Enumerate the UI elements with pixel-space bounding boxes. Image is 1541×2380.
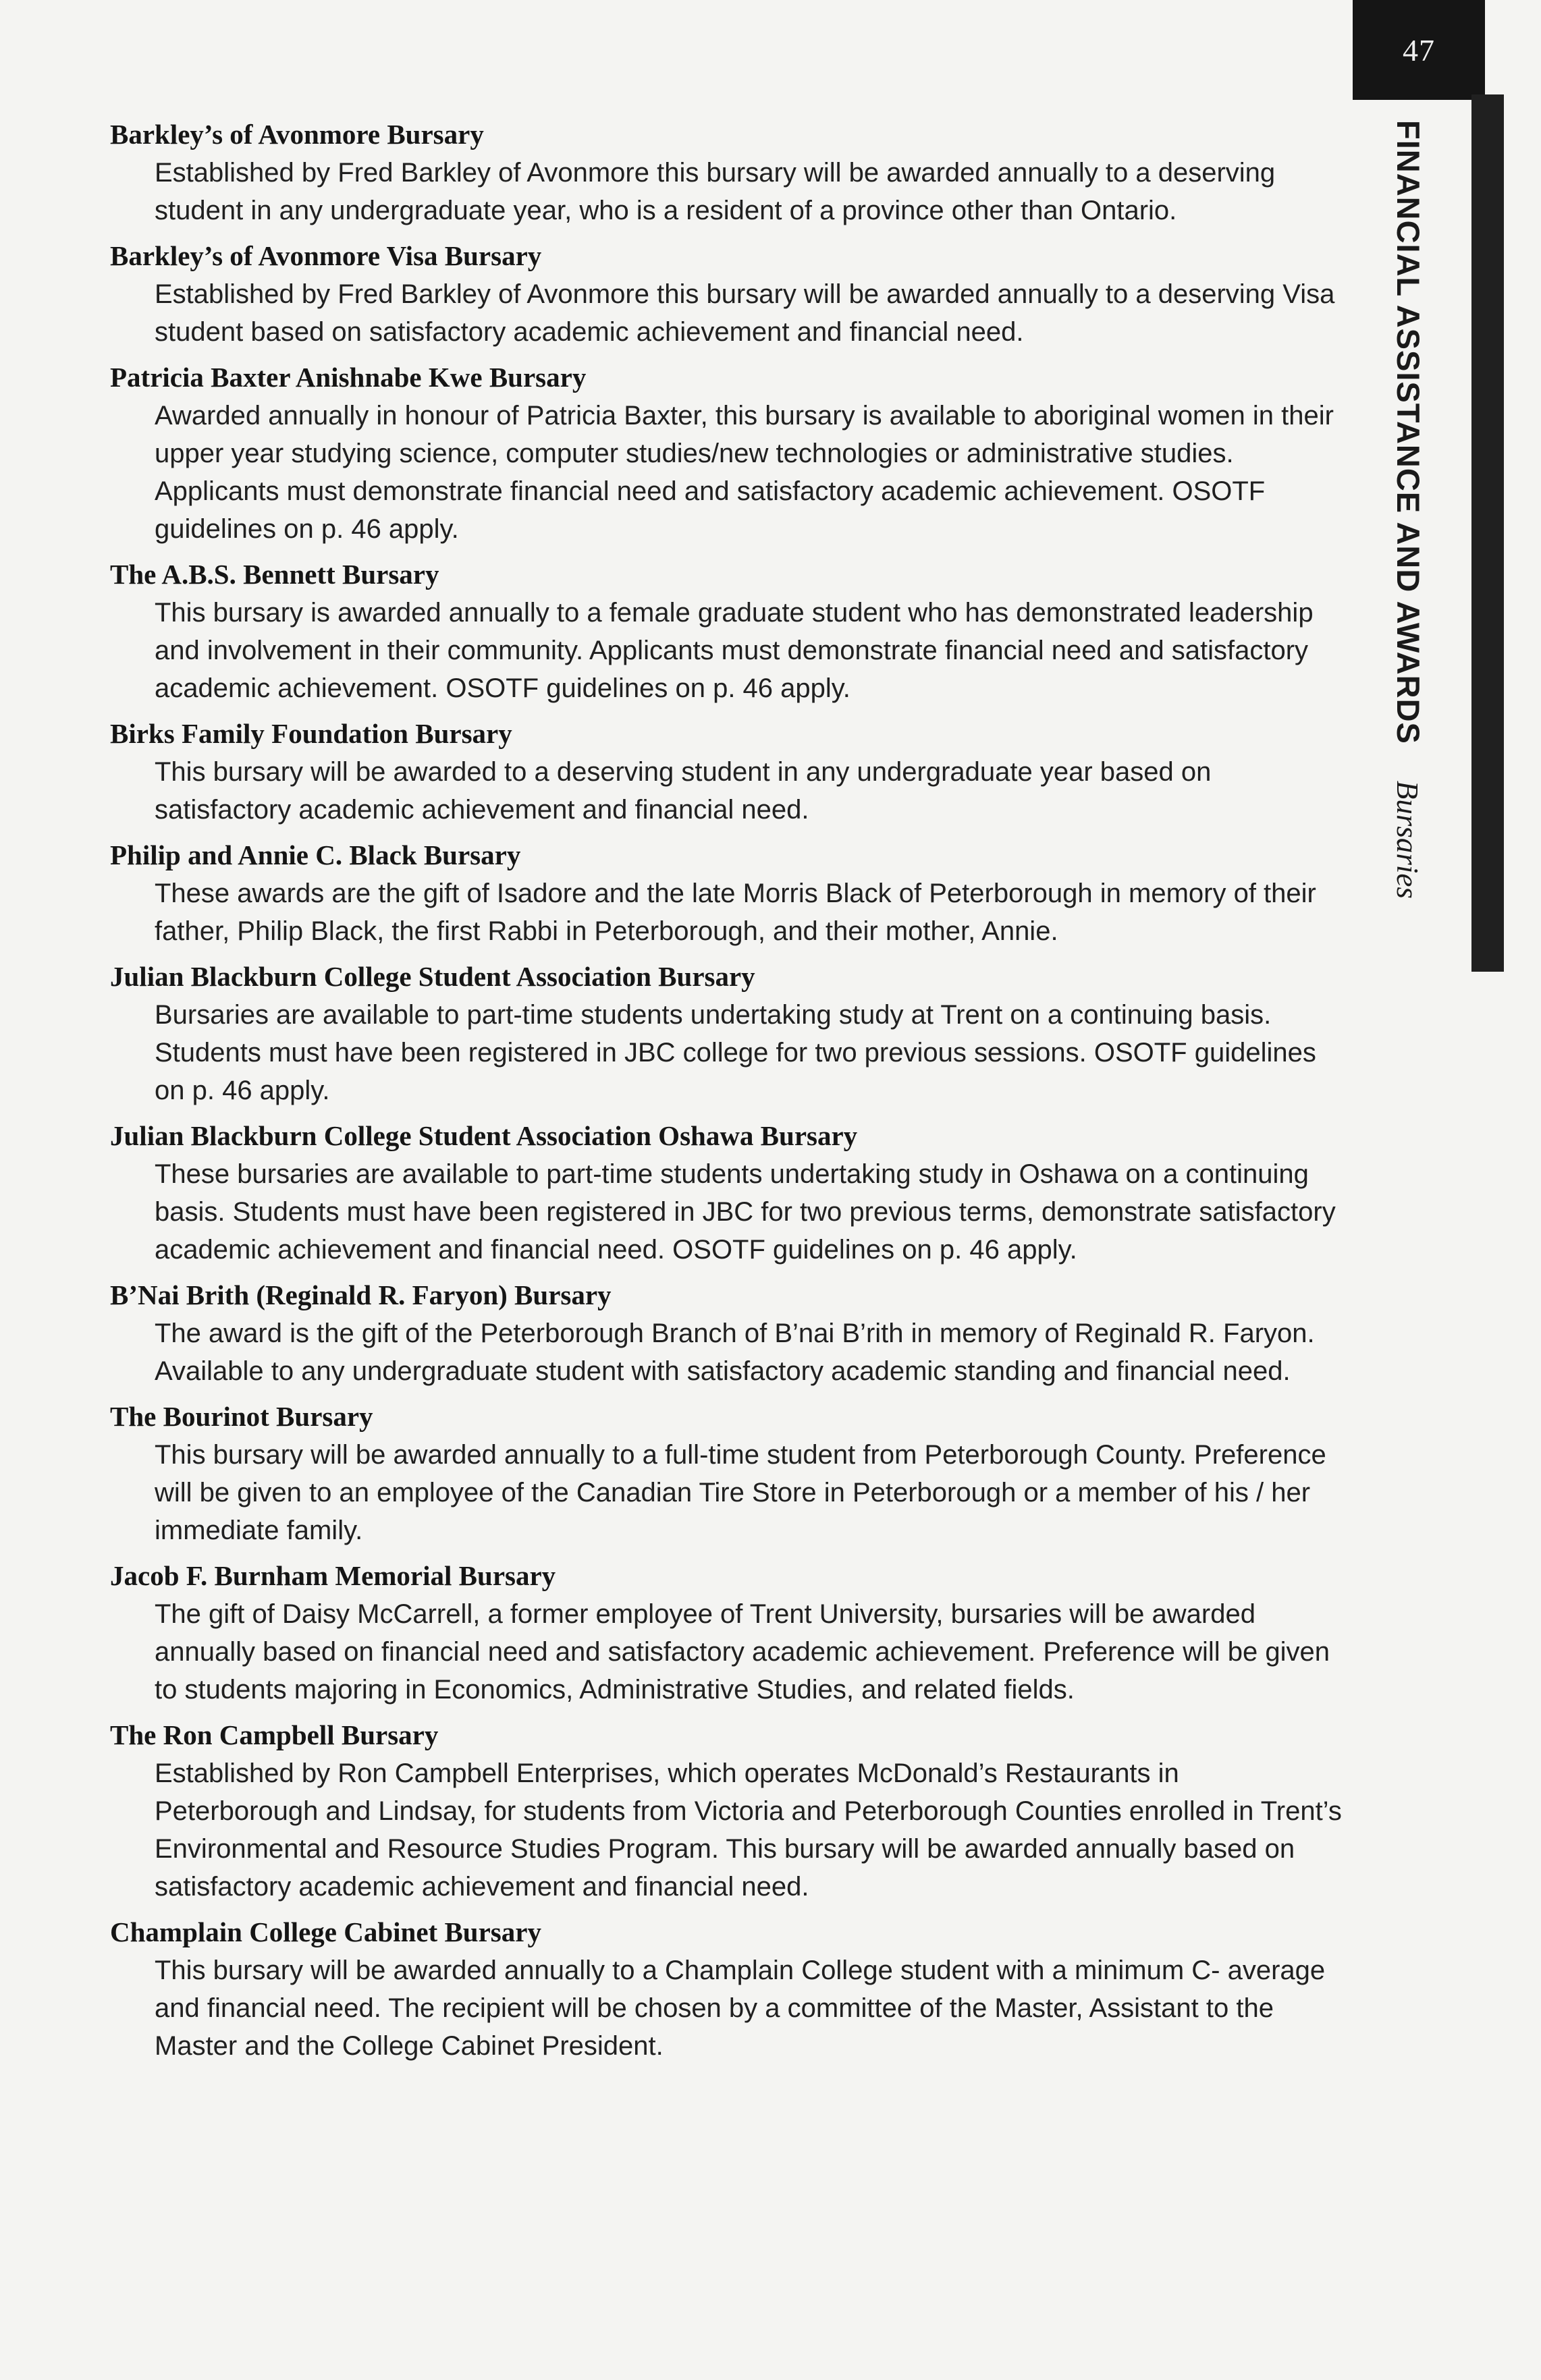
bursary-title: Jacob F. Burnham Memorial Bursary — [110, 1560, 556, 1591]
bursary-entry — [110, 236, 1345, 351]
bursary-description: These awards are the gift of Isadore and the late Morris Black of Peterborough in memory of their father, Philip Black, the first Rabbi in Peterborough, and their mother, Annie. — [155, 879, 1316, 946]
bursary-entry — [110, 957, 1345, 1109]
bursary-title: Barkley’s of Avonmore Bursary — [110, 119, 484, 150]
bursary-title: The Bourinot Bursary — [110, 1401, 373, 1432]
bursary-description: The gift of Daisy McCarrell, a former employee of Trent University, bursaries will be awarded annually based on financial need and satisfactory academic achievement. Preference will be given to students majoring in Economics, Administrative Studies, and related fields. — [155, 1599, 1330, 1705]
bursary-list — [110, 115, 1345, 2072]
bursary-title: The A.B.S. Bennett Bursary — [110, 559, 439, 590]
bursary-title: Julian Blackburn College Student Association Oshawa Bursary — [110, 1120, 858, 1151]
bursary-title: Birks Family Foundation Bursary — [110, 718, 512, 749]
bursary-entry — [110, 115, 1345, 229]
bursary-title: Barkley’s of Avonmore Visa Bursary — [110, 240, 542, 271]
section-title: FINANCIAL ASSISTANCE AND AWARDS — [1390, 120, 1426, 744]
bursary-entry — [110, 1556, 1345, 1709]
section-heading — [1370, 120, 1431, 977]
bursary-description: This bursary is awarded annually to a female graduate student who has demonstrated leadership and involvement in their community. Applicants must demonstrate financial need and satisfactory academic achievement. OSOTF guidelines on p. 46 apply. — [155, 598, 1314, 703]
section-subtitle: Bursaries — [1390, 780, 1424, 899]
bursary-description: Established by Fred Barkley of Avonmore this bursary will be awarded annually to a deserving Visa student based on satisfactory academic achievement and financial need. — [155, 279, 1335, 347]
bursary-entry — [110, 1116, 1345, 1269]
bursary-description: Established by Fred Barkley of Avonmore this bursary will be awarded annually to a deserving student in any undergraduate year, who is a resident of a province other than Ontario. — [155, 158, 1276, 225]
bursary-title: The Ron Campbell Bursary — [110, 1719, 439, 1750]
bursary-entry — [110, 1275, 1345, 1390]
bursary-entry — [110, 714, 1345, 829]
section-marker-bar — [1471, 94, 1504, 972]
bursary-title: B’Nai Brith (Reginald R. Faryon) Bursary — [110, 1279, 612, 1310]
bursary-title: Champlain College Cabinet Bursary — [110, 1916, 541, 1947]
bursary-description: This bursary will be awarded to a deserving student in any undergraduate year based on satisfactory academic achievement and financial need. — [155, 757, 1212, 825]
bursary-entry — [110, 1715, 1345, 1906]
bursary-description: Established by Ron Campbell Enterprises, which operates McDonald’s Restaurants in Peterborough and Lindsay, for students from Victoria and Peterborough Counties enrolled in Trent’s Environmental and Resource Studies Program. This bursary will be awarded annually based on satisfactory academic achievement and financial need. — [155, 1759, 1342, 1902]
bursary-description: The award is the gift of the Peterborough Branch of B’nai B’rith in memory of Reginald R. Faryon. Available to any undergraduate student with satisfactory academic standing and financial need. — [155, 1319, 1315, 1386]
bursary-entry — [110, 555, 1345, 707]
page-number: 47 — [1353, 0, 1485, 100]
bursary-entry — [110, 1912, 1345, 2065]
bursary-title: Philip and Annie C. Black Bursary — [110, 839, 521, 870]
bursary-entry — [110, 835, 1345, 950]
bursary-description: These bursaries are available to part-time students undertaking study in Oshawa on a continuing basis. Students must have been registered in JBC for two previous terms, demonstrate satisfactory academic achievement and financial need. OSOTF guidelines on p. 46 apply. — [155, 1159, 1336, 1265]
bursary-description: This bursary will be awarded annually to a full-time student from Peterborough County. Preference will be given to an employee of the Canadian Tire Store in Peterborough or a member of his / her immediate family. — [155, 1440, 1326, 1545]
bursary-description: This bursary will be awarded annually to a Champlain College student with a minimum C- average and financial need. The recipient will be chosen by a committee of the Master, Assistant to the Master and the College Cabinet President. — [155, 1956, 1326, 2061]
bursary-entry — [110, 1397, 1345, 1549]
bursary-title: Julian Blackburn College Student Association Bursary — [110, 961, 755, 992]
bursary-description: Awarded annually in honour of Patricia Baxter, this bursary is available to aboriginal women in their upper year studying science, computer studies/new technologies or administrative studies. Applicants must demonstrate financial need and satisfactory academic achievement. OSOTF guidelines on p. 46 apply. — [155, 401, 1334, 544]
bursary-description: Bursaries are available to part-time students undertaking study at Trent on a continuing basis. Students must have been registered in JBC college for two previous sessions. OSOTF guidelines on p. 46 apply. — [155, 1000, 1316, 1105]
bursary-entry — [110, 358, 1345, 548]
bursary-title: Patricia Baxter Anishnabe Kwe Bursary — [110, 362, 587, 393]
